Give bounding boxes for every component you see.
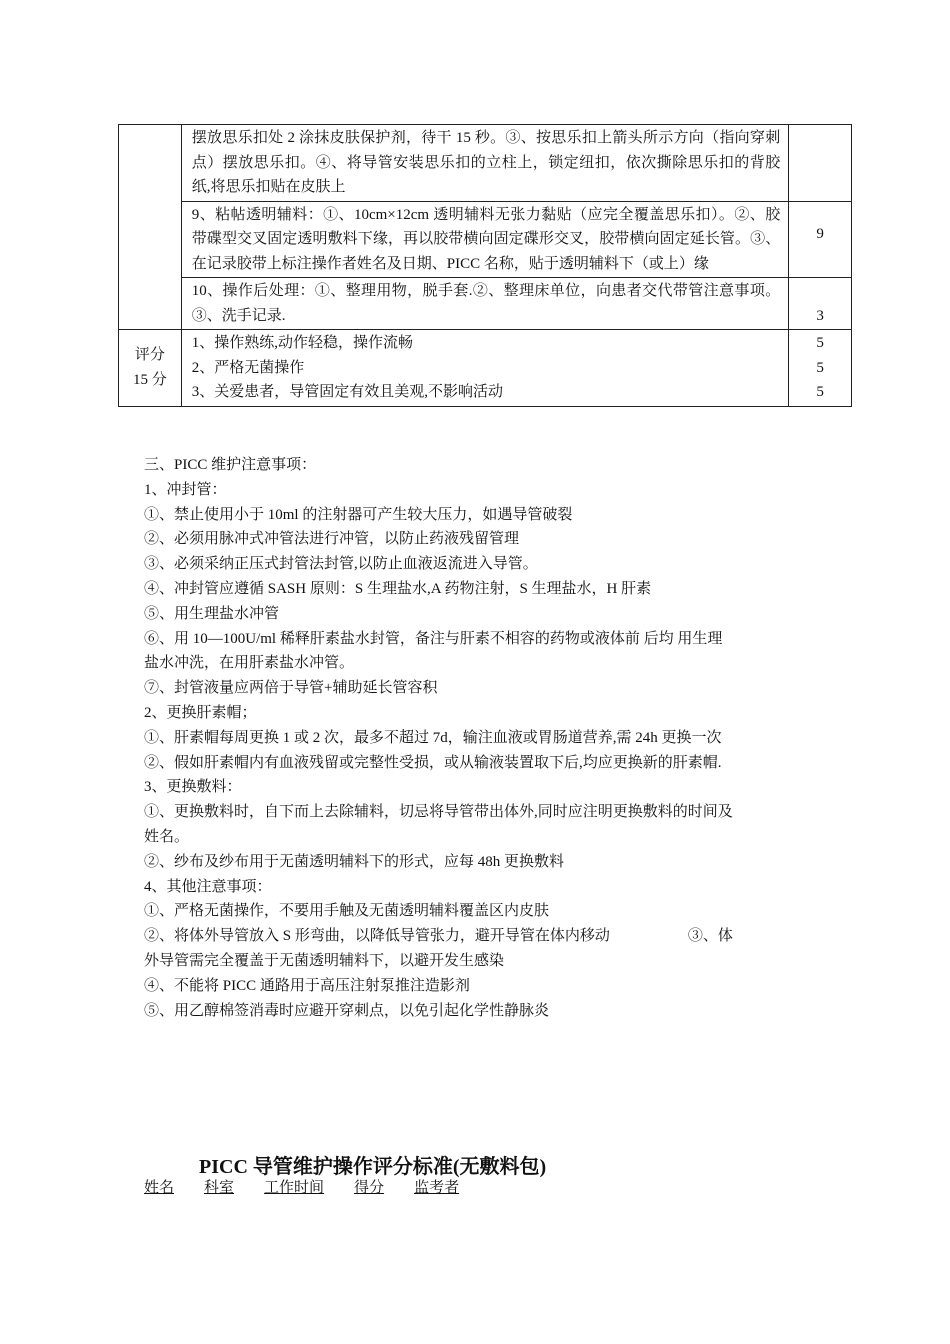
step-category-cell [119, 125, 182, 330]
evaluation-item: 2、严格无菌操作 [191, 359, 305, 376]
step-content: 10、操作后处理：①、整理用物，脱手套.②、整理床单位，向患者交代带管注意事项。③、洗手记录. [181, 278, 788, 330]
table-row [119, 201, 852, 278]
evaluation-score: 5 [816, 384, 824, 400]
department-field: 科室 [204, 1180, 235, 1196]
note-item-continued: 外导管需完全覆盖于无菌透明辅料下，以避开发生感染 [144, 952, 505, 969]
evaluation-label-line2: 15 分 [133, 371, 167, 388]
work-time-field: 工作时间 [264, 1180, 325, 1196]
table-row [119, 278, 852, 330]
note-item: ②、必须用脉冲式冲管法进行冲管，以防止药液残留管理 [144, 531, 520, 548]
note-item [144, 924, 812, 949]
section-title: 2、更换肝素帽； [144, 704, 257, 721]
note-item: ⑤、用乙醇棉签消毒时应避开穿刺点，以免引起化学性静脉炎 [144, 1002, 550, 1019]
note-item: ①、肝素帽每周更换 1 或 2 次，最多不超过 7d，输注血液或胃肠道营养,需 24h 更换一次 [144, 729, 722, 746]
notes-heading: 三、PICC 维护注意事项： [144, 457, 317, 473]
table-row [119, 330, 852, 407]
maintenance-notes [144, 453, 812, 1023]
note-item: ⑤、用生理盐水冲管 [144, 605, 280, 622]
note-item: ⑦、封管液量应两倍于导管+辅助延长管容积 [144, 680, 438, 697]
form-header-fields [144, 1176, 459, 1197]
note-item: ①、严格无菌操作，不要用手触及无菌透明辅料覆盖区内皮肤 [144, 903, 550, 920]
name-field: 姓名 [144, 1180, 175, 1196]
step-score: 3 [789, 278, 852, 330]
note-item-continued: 姓名。 [144, 828, 190, 845]
note-item: ②、假如肝素帽内有血液残留或完整性受损，或从输液装置取下后,均应更换新的肝素帽. [144, 754, 722, 771]
note-item-part: ③、体 [687, 928, 733, 945]
section-title: 4、其他注意事项： [144, 878, 272, 895]
evaluation-scores [789, 330, 852, 407]
step-score [789, 125, 852, 202]
evaluation-score: 5 [816, 359, 824, 376]
note-item: ③、必须采纳正压式封管法封管,以防止血液返流进入导管。 [144, 556, 538, 573]
note-item: ⑥、用 10—100U/ml 稀释肝素盐水封管，备注与肝素不相容的药物或液体前 后均 用生理 [144, 630, 723, 647]
examiner-field: 监考者 [414, 1180, 460, 1196]
step-content: 9、粘帖透明辅料：①、10cm×12cm 透明辅料无张力黏贴（应完全覆盖思乐扣）。②、胶带碟型交叉固定透明敷料下缘，再以胶带横向固定碟形交叉，胶带横向固定延长管。③、在记录胶带上标注操作者姓名及日期、PICC 名称，贴于透明辅料下（或上）缘 [181, 201, 788, 278]
note-item: ②、纱布及纱布用于无菌透明辅料下的形式，应每 48h 更换敷料 [144, 853, 565, 870]
evaluation-item: 3、关爱患者，导管固定有效且美观,不影响活动 [191, 384, 504, 400]
section-title: 3、更换敷料： [144, 779, 242, 796]
form-title: PICC 导管维护操作评分标准(无敷料包) [199, 1156, 547, 1178]
note-item-part: ②、将体外导管放入 S 形弯曲，以降低导管张力，避开导管在体内移动 [144, 928, 610, 945]
section-title: 1、冲封管： [144, 481, 227, 498]
scoring-table [118, 124, 852, 407]
note-item: ④、不能将 PICC 通路用于高压注射泵推注造影剂 [144, 977, 470, 994]
note-item: ④、冲封管应遵循 SASH 原则：S 生理盐水,A 药物注射，S 生理盐水，H 肝素 [144, 580, 652, 597]
table-row [119, 125, 852, 202]
evaluation-item: 1、操作熟练,动作轻稳，操作流畅 [191, 335, 414, 351]
evaluation-label-line1: 评分 [134, 347, 165, 364]
evaluation-items [181, 330, 788, 407]
evaluation-score: 5 [816, 335, 824, 351]
note-item: ①、更换敷料时，自下而上去除辅料，切忌将导管带出体外,同时应注明更换敷料的时间及 [144, 804, 733, 821]
score-field: 得分 [354, 1180, 385, 1196]
evaluation-label [119, 330, 182, 407]
step-score: 9 [789, 201, 852, 278]
step-content: 摆放思乐扣处 2 涂抹皮肤保护剂，待干 15 秒。③、按思乐扣上箭头所示方向（指向穿刺点）摆放思乐扣。④、将导管安装思乐扣的立柱上，锁定纽扣，依次撕除思乐扣的背胶纸,将思乐扣贴在皮肤上 [181, 125, 788, 202]
note-item-continued: 盐水冲洗，在用肝素盐水冲管。 [144, 655, 355, 672]
note-item: ①、禁止使用小于 10ml 的注射器可产生较大压力，如遇导管破裂 [144, 506, 573, 523]
